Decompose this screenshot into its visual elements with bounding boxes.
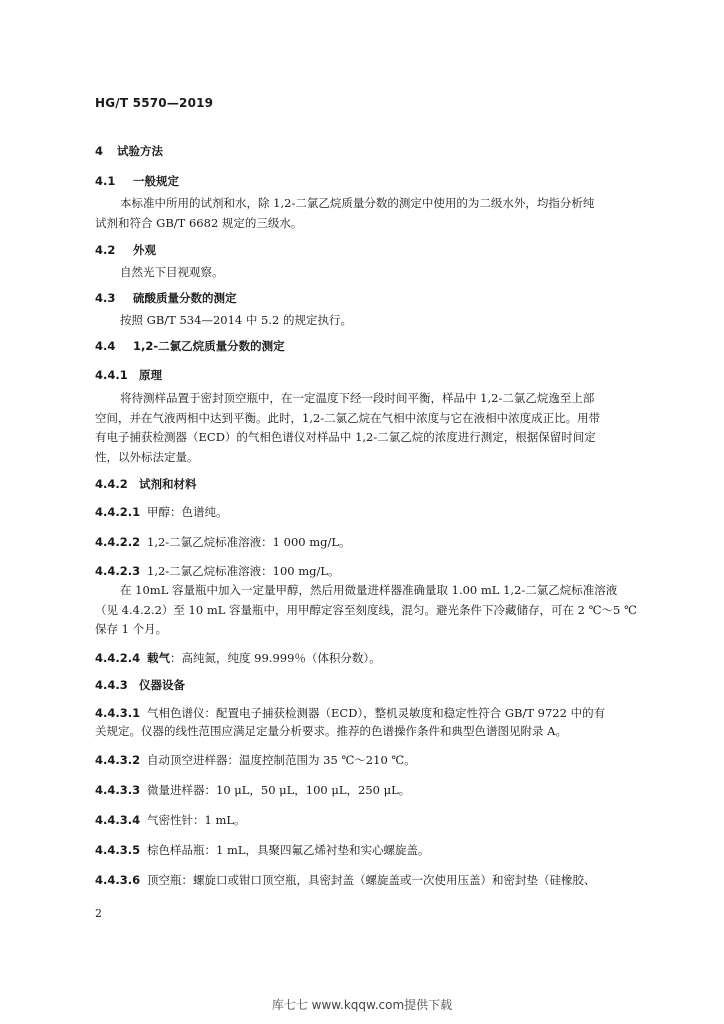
item-4-4-2-3-paragraph: 在 10mL 容量瓶中加入一定量甲醇，然后用微量进样器准确量取 1.00 mL 1,2-二氯乙烷标准溶液 （见 4.4.2.2）至 10 mL 容量瓶中，用甲醇定容至刻度线，混匀。避光条件下冷藏储存，可在 2 ℃～5 ℃ 保存 1 个月。 bbox=[95, 583, 637, 636]
item-4-4-2-4: 4.4.2.4 载气：高纯氮，纯度 99.999％（体积分数）。 bbox=[95, 650, 381, 665]
section-4-3-paragraph: 按照 GB/T 534—2014 中 5.2 的规定执行。 bbox=[120, 312, 352, 327]
section-4-2-paragraph: 自然光下目视观察。 bbox=[120, 265, 224, 279]
item-4-4-3-5: 4.4.3.5 棕色样品瓶：1 mL，具聚四氟乙烯衬垫和实心螺旋盖。 bbox=[95, 843, 430, 857]
section-4-1-heading: 4.1 一般规定 bbox=[95, 174, 179, 188]
section-4-heading: 4 试验方法 bbox=[95, 144, 163, 158]
section-4-1-paragraph: 本标准中所用的试剂和水，除 1,2-二氯乙烷质量分数的测定中使用的为二级水外，均指分析纯 试剂和符合 GB/T 6682 规定的三级水。 bbox=[95, 196, 595, 230]
section-4-2-heading: 4.2 外观 bbox=[95, 243, 156, 257]
section-4-4-2-heading: 4.4.2 试剂和材料 bbox=[95, 477, 197, 491]
item-4-4-3-6: 4.4.3.6 顶空瓶：螺旋口或钳口顶空瓶，具密封盖（螺旋盖或一次使用压盖）和密封垫（硅橡胶、 bbox=[95, 873, 596, 887]
standard-number: HG/T 5570—2019 bbox=[95, 96, 214, 110]
download-watermark: 库七七 www.kqqw.com提供下载 bbox=[271, 998, 453, 1012]
item-4-4-2-1: 4.4.2.1 甲醇：色谱纯。 bbox=[95, 505, 228, 519]
section-4-3-heading: 4.3 硫酸质量分数的测定 bbox=[95, 290, 237, 305]
document-body bbox=[95, 142, 637, 889]
section-4-4-1-paragraph: 将待测样品置于密封顶空瓶中，在一定温度下经一段时间平衡，样品中 1,2-二氯乙烷逸至上部 空间，并在气液两相中达到平衡。此时，1,2-二氯乙烷在气相中浓度与它在液相中浓度成正比。用带 有电子捕获检测器（ECD）的气相色谱仪对样品中 1,2-二氯乙烷的浓度进行测定，根据保留时间定 性，以外标法定量。 bbox=[95, 391, 601, 464]
item-4-4-3-4: 4.4.3.4 气密性针：1 mL。 bbox=[95, 813, 246, 827]
page-number: 2 bbox=[95, 907, 102, 920]
section-4-4-1-heading: 4.4.1 原理 bbox=[95, 368, 162, 382]
item-4-4-3-1: 4.4.3.1 气相色谱仪：配置电子捕获检测器（ECD），整机灵敏度和稳定性符合 GB/T 9722 中的有 关规定。仪器的线性范围应满足定量分析要求。推荐的色谱操作条件和典型色谱图见附录 A。 bbox=[95, 705, 606, 738]
item-4-4-3-2: 4.4.3.2 自动顶空进样器：温度控制范围为 35 ℃～210 ℃。 bbox=[95, 753, 416, 767]
section-4-4-3-heading: 4.4.3 仪器设备 bbox=[95, 677, 185, 692]
section-4-4-heading: 4.4 1,2-二氯乙烷质量分数的测定 bbox=[95, 339, 285, 353]
item-4-4-3-3: 4.4.3.3 微量进样器：10 μL，50 μL，100 μL，250 μL。 bbox=[95, 783, 411, 797]
item-4-4-2-2: 4.4.2.2 1,2-二氯乙烷标准溶液：1 000 mg/L。 bbox=[95, 535, 351, 549]
item-4-4-2-3: 4.4.2.3 1,2-二氯乙烷标准溶液：100 mg/L。 bbox=[95, 564, 340, 578]
